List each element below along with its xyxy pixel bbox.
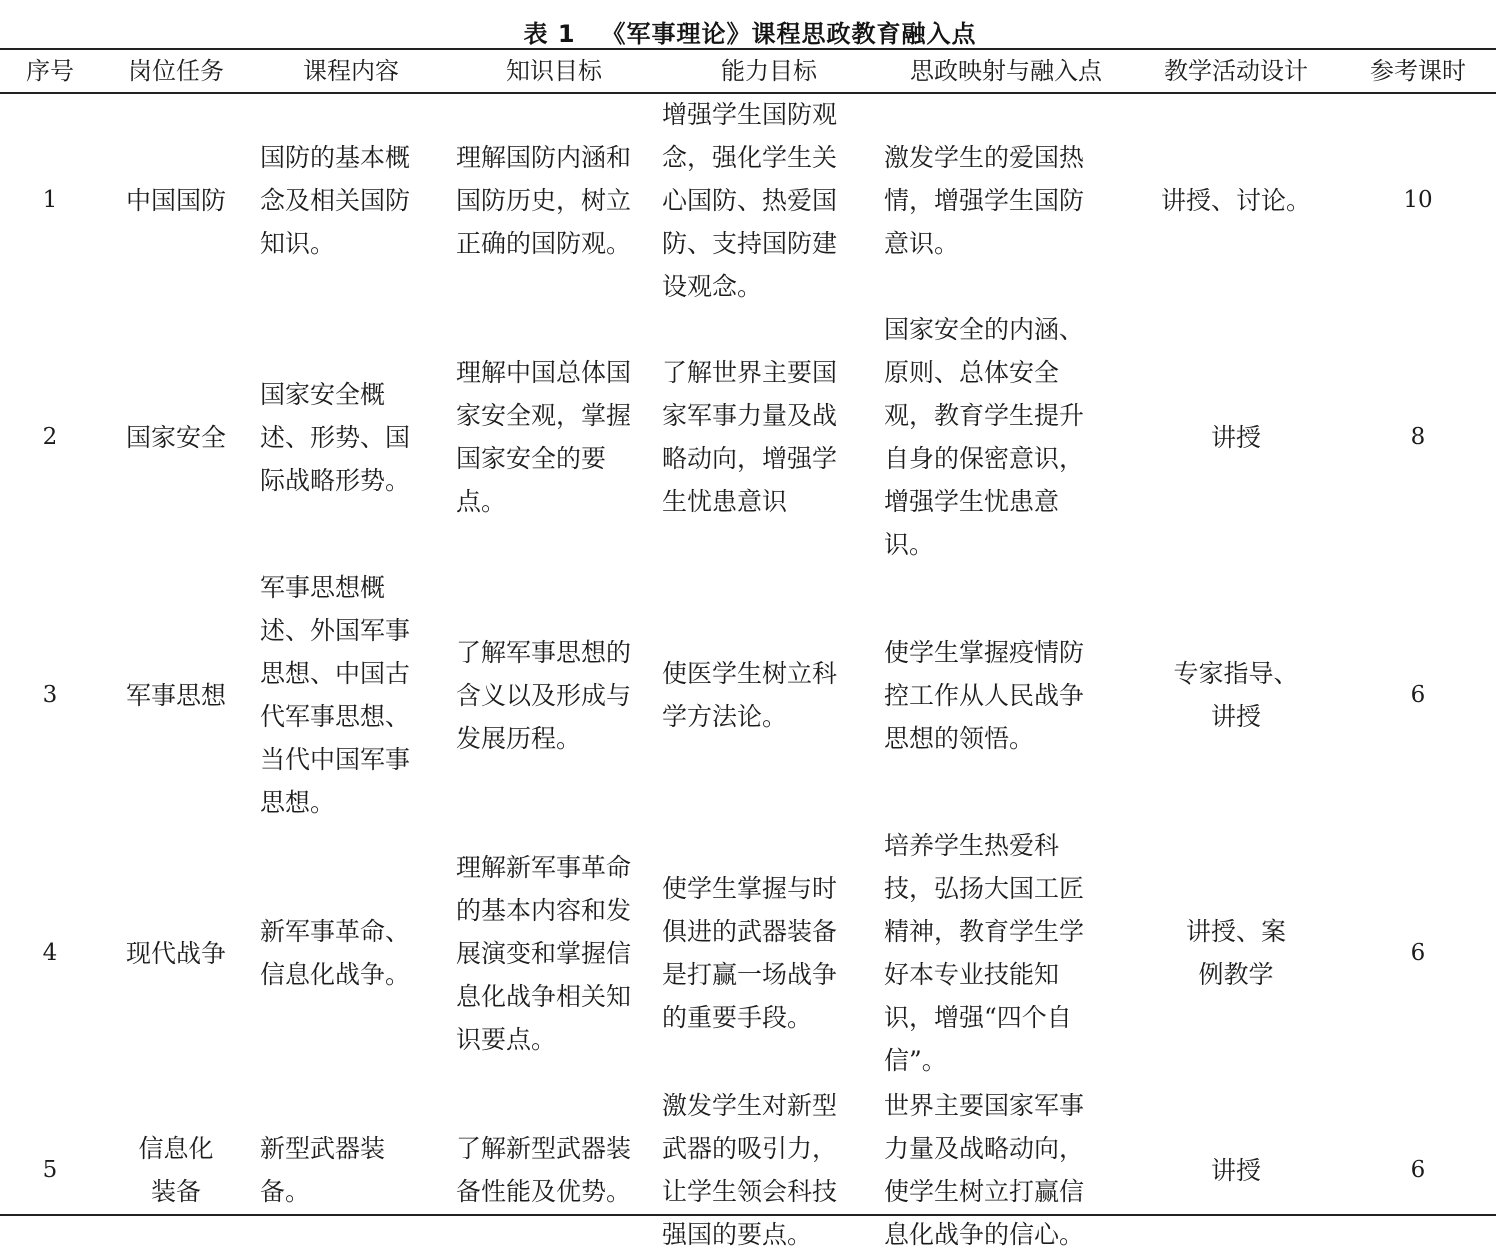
table-title — [0, 14, 1500, 49]
header-row — [0, 50, 1496, 92]
row-sizheng-text: 培养学生热爱科技，弘扬大国工匠精神，教育学生学好本专业技能知识，增强“四个自信”。 — [884, 831, 1085, 1075]
header-num: 序号 — [26, 57, 74, 85]
row-ability — [658, 1082, 880, 1258]
table-row — [0, 566, 1496, 824]
row-ability — [658, 566, 880, 824]
row-ability — [658, 92, 880, 308]
table-row — [0, 92, 1496, 308]
row-sizheng — [880, 566, 1132, 824]
row-content-text: 国防的基本概念及相关国防知识。 — [260, 142, 411, 258]
row-task: 现代战争 — [125, 938, 226, 968]
row-knowledge — [450, 308, 658, 566]
row-activity-text: 讲授、案例教学 — [1185, 917, 1286, 989]
row-num: 1 — [42, 186, 58, 213]
row-num: 2 — [42, 423, 58, 450]
row-ability-text: 使学生掌握与时俱进的武器装备是打赢一场战争的重要手段。 — [662, 874, 838, 1032]
row-activity-text: 专家指导、讲授 — [1173, 659, 1299, 731]
row-ability-text: 激发学生对新型武器的吸引力，让学生领会科技强国的要点。 — [662, 1091, 838, 1249]
row-activity: 讲授、讨论。 — [1160, 185, 1311, 215]
table-row — [0, 824, 1496, 1082]
row-num: 3 — [42, 681, 58, 708]
row-ability-text: 使医学生树立科学方法论。 — [662, 659, 838, 731]
header-knowledge: 知识目标 — [506, 57, 602, 85]
row-ability — [658, 308, 880, 566]
row-knowledge-text: 理解国防内涵和国防历史，树立正确的国防观。 — [456, 142, 632, 258]
row-hours: 8 — [1410, 423, 1426, 450]
header-task: 岗位任务 — [128, 57, 224, 85]
header-content: 课程内容 — [303, 57, 399, 85]
row-ability-text: 了解世界主要国家军事力量及战略动向，增强学生忧患意识 — [662, 358, 838, 516]
course-table — [0, 50, 1496, 1258]
row-sizheng-text: 世界主要国家军事力量及战略动向，使学生树立打赢信息化战争的信心。 — [884, 1091, 1085, 1249]
row-task-text: 信息化装备 — [138, 1134, 214, 1206]
row-hours: 6 — [1410, 939, 1426, 966]
row-hours: 6 — [1410, 681, 1426, 708]
row-knowledge — [450, 92, 658, 308]
row-sizheng-text: 使学生掌握疫情防控工作从人民战争思想的领悟。 — [884, 637, 1085, 753]
row-task: 中国国防 — [125, 185, 226, 215]
table-row — [0, 1082, 1496, 1258]
table-row — [0, 308, 1496, 566]
row-content — [252, 566, 450, 824]
header-sizheng: 思政映射与融入点 — [910, 57, 1102, 85]
row-activity — [1132, 566, 1340, 824]
row-ability — [658, 824, 880, 1082]
row-sizheng-text: 激发学生的爱国热情，增强学生国防意识。 — [884, 142, 1085, 258]
row-sizheng — [880, 308, 1132, 566]
row-hours: 10 — [1403, 186, 1433, 213]
row-content — [252, 1082, 450, 1258]
row-num: 5 — [42, 1156, 58, 1183]
row-knowledge — [450, 824, 658, 1082]
row-activity: 讲授 — [1210, 422, 1261, 452]
row-content-text: 军事思想概述、外国军事思想、中国古代军事思想、当代中国军事思想。 — [260, 573, 411, 817]
row-content — [252, 824, 450, 1082]
row-knowledge-text: 理解新军事革命的基本内容和发展演变和掌握信息化战争相关知识要点。 — [456, 852, 632, 1054]
row-knowledge-text: 理解中国总体国家安全观，掌握国家安全的要点。 — [456, 358, 632, 516]
row-activity — [1132, 824, 1340, 1082]
row-content-text: 新型武器装备。 — [260, 1134, 386, 1206]
row-content — [252, 92, 450, 308]
row-content-text: 新军事革命、信息化战争。 — [260, 917, 411, 989]
header-activity: 教学活动设计 — [1164, 57, 1308, 85]
row-knowledge-text: 了解军事思想的含义以及形成与发展历程。 — [456, 637, 632, 753]
row-num: 4 — [42, 939, 58, 966]
table-number: 表 1 — [523, 20, 576, 48]
table-caption: 《军事理论》课程思政教育融入点 — [601, 20, 977, 48]
row-sizheng — [880, 1082, 1132, 1258]
row-knowledge — [450, 1082, 658, 1258]
row-task: 国家安全 — [125, 422, 226, 452]
row-activity: 讲授 — [1210, 1155, 1261, 1185]
row-hours: 6 — [1410, 1156, 1426, 1183]
row-knowledge-text: 了解新型武器装备性能及优势。 — [456, 1134, 632, 1206]
row-content-text: 国家安全概述、形势、国际战略形势。 — [260, 379, 411, 495]
row-knowledge — [450, 566, 658, 824]
row-content — [252, 308, 450, 566]
row-sizheng — [880, 824, 1132, 1082]
row-sizheng-text: 国家安全的内涵、原则、总体安全观，教育学生提升自身的保密意识，增强学生忧患意识。 — [884, 315, 1085, 559]
row-sizheng — [880, 92, 1132, 308]
row-ability-text: 增强学生国防观念，强化学生关心国防、热爱国防、支持国防建设观念。 — [662, 99, 838, 301]
row-task — [100, 1082, 252, 1258]
header-hours: 参考课时 — [1370, 57, 1466, 85]
header-ability: 能力目标 — [721, 57, 817, 85]
row-task: 军事思想 — [125, 680, 226, 710]
